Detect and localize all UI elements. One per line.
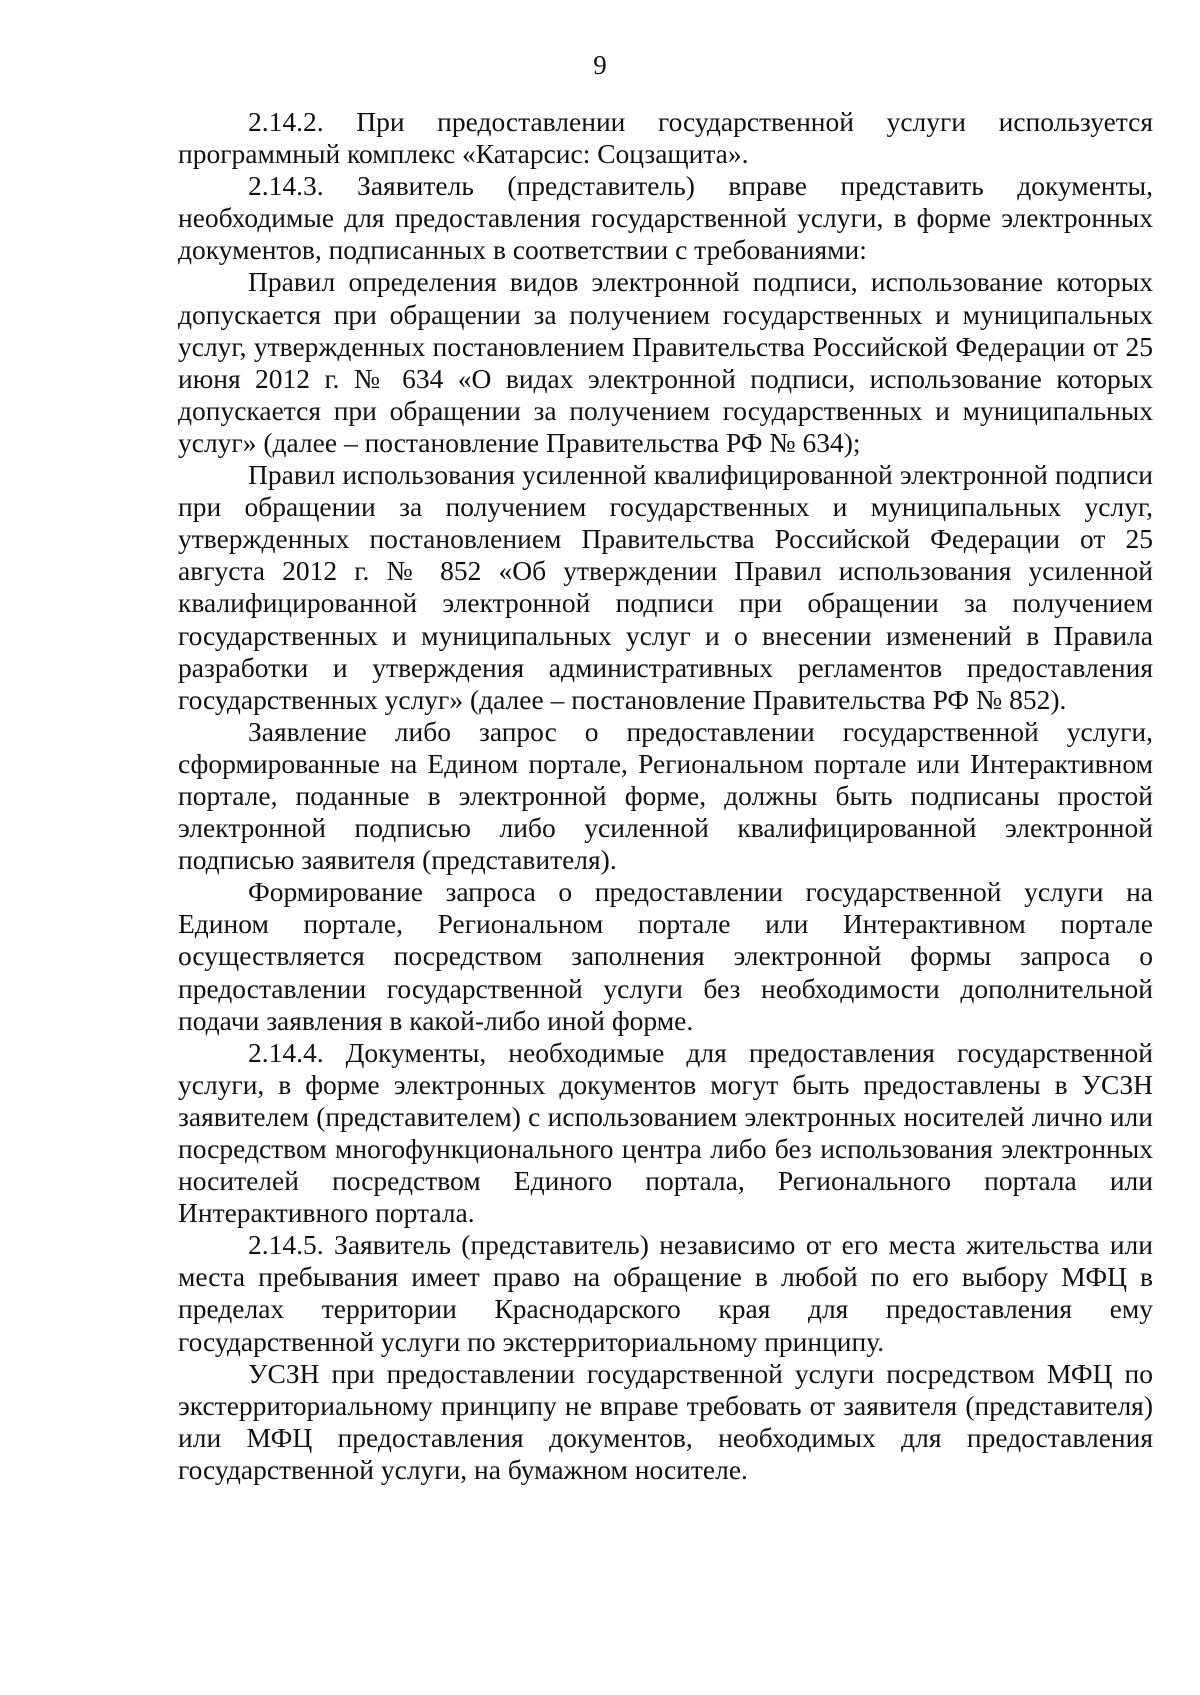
paragraph-uszn-mfc: УСЗН при предоставлении государственной услуги посредством МФЦ по экстерриториальному принципу не вправе требовать от заявителя (представителя) или МФЦ предоставления документов, необходимых для предоставления государственной услуги, на бумажном носителе. xyxy=(178,1357,1153,1485)
paragraph-application-signature: Заявление либо запрос о предоставлении государственной услуги, сформированные на Едином портале, Региональном портале или Интерактивном портале, поданные в электронной форме, должны быть подписаны простой электронной подписью либо усиленной квалифицированной электронной подписью заявителя (представителя). xyxy=(178,715,1153,876)
paragraph-rules-634: Правил определения видов электронной подписи, использование которых допускается при обращении за получением государственных и муниципальных услуг, утвержденных постановлением Правительства Российской Федерации от 25 июня 2012 г. № 634 «О видах электронной подписи, использование которых допускается при обращении за получением государственных и муниципальных услуг» (далее – постановление Правительства РФ № 634); xyxy=(178,266,1153,458)
paragraph-2-14-5: 2.14.5. Заявитель (представитель) независимо от его места жительства или места пребывания имеет право на обращение в любой по его выбору МФЦ в пределах территории Краснодарского края для предоставления ему государственной услуги по экстерриториальному принципу. xyxy=(178,1229,1153,1357)
paragraph-2-14-3: 2.14.3. Заявитель (представитель) вправе представить документы, необходимые для предоставления государственной услуги, в форме электронных документов, подписанных в соответствии с требованиями: xyxy=(178,170,1153,266)
paragraph-request-forming: Формирование запроса о предоставлении государственной услуги на Едином портале, Региональном портале или Интерактивном портале осуществляется посредством заполнения электронной формы запроса о предоставлении государственной услуги без необходимости дополнительной подачи заявления в какой-либо иной форме. xyxy=(178,876,1153,1036)
page-number: 9 xyxy=(593,50,607,80)
paragraph-2-14-2: 2.14.2. При предоставлении государственной услуги используется программный комплекс «Катарсис: Соцзащита». xyxy=(178,106,1153,170)
document-body xyxy=(178,106,1153,1486)
paragraph-2-14-4: 2.14.4. Документы, необходимые для предоставления государственной услуги, в форме электронных документов могут быть предоставлены в УСЗН заявителем (представителем) с использованием электронных носителей лично или посредством многофункционального центра либо без использования электронных носителей посредством Единого портала, Регионального портала или Интерактивного портала. xyxy=(178,1036,1153,1229)
paragraph-rules-852: Правил использования усиленной квалифицированной электронной подписи при обращении за получением государственных и муниципальных услуг, утвержденных постановлением Правительства Российской Федерации от 25 августа 2012 г. № 852 «Об утверждении Правил использования усиленной квалифицированной электронной подписи при обращении за получением государственных и муниципальных услуг и о внесении изменений в Правила разработки и утверждения административных регламентов предоставления государственных услуг» (далее – постановление Правительства РФ № 852). xyxy=(178,459,1153,715)
